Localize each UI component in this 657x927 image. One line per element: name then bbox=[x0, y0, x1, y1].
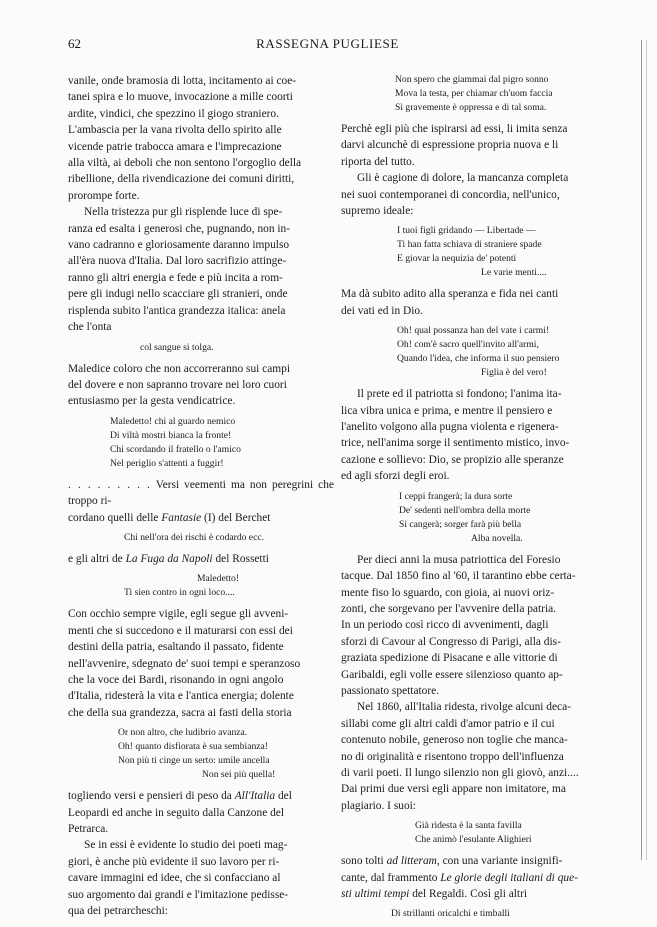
verse-line: Alba novella. bbox=[471, 532, 523, 544]
verse-line: Non spero che giammai dal pigro sonno bbox=[395, 74, 549, 85]
ellipsis-leader: . . . . . . . . . bbox=[68, 478, 151, 491]
line-end: del Regaldi. Così gli altri bbox=[409, 888, 528, 900]
verse-line: I tuoi figli gridando — Libertade — bbox=[397, 225, 536, 237]
line: menti che si succedono e il maturarsi con essi dei bbox=[68, 624, 293, 637]
line: Nel 1860, all'Italia ridesta, rivolge alcuni deca- bbox=[357, 701, 571, 714]
verse-line: Non sei più quella! bbox=[202, 769, 276, 781]
line: sforzi di Cavour al Congresso di Parigi, alla dis- bbox=[341, 635, 561, 648]
paragraph bbox=[68, 837, 334, 919]
line-start: e gli altri de bbox=[68, 552, 126, 565]
verse-line: Sì gravemente è oppressa e di tal soma. bbox=[395, 102, 547, 113]
italic-title: sti ultimi tempi bbox=[341, 888, 410, 900]
line: Il prete ed il patriotta si fondono; l'anima ita- bbox=[357, 388, 562, 401]
line: Gli è cagione di dolore, la mancanza completa bbox=[357, 172, 569, 185]
line: Perchè egli più che ispirarsi ad essi, li imita senza bbox=[341, 123, 568, 135]
paragraph bbox=[341, 286, 607, 319]
line: destini della patria, esaltando il passato, fidente bbox=[68, 641, 284, 654]
line: riporta del tutto. bbox=[341, 155, 415, 168]
paragraph bbox=[341, 552, 607, 700]
verse-line: Si cangerà; sorger farà più bella bbox=[399, 518, 522, 530]
verse-quote bbox=[397, 224, 607, 280]
line: sillabi come gli altri caldi d'amor patrio e il cui bbox=[341, 717, 555, 730]
verse-quote bbox=[415, 819, 607, 847]
line: pere gli indugi nello scacciare gli stranieri, onde bbox=[68, 288, 288, 301]
line: l'anelito volgono alla pugna violenta e rigenera- bbox=[341, 421, 559, 434]
italic-phrase: ad litteram, bbox=[386, 855, 440, 868]
page-number: 62 bbox=[68, 36, 81, 51]
verse-line: Che animò l'esulante Alighieri bbox=[415, 834, 532, 846]
line: lica vibra unica e prima, e mentre il pensiero e bbox=[341, 404, 553, 417]
line: zonti, che sorgevano per l'avvenire della patria. bbox=[341, 602, 557, 615]
verse-line: E giovar la nequizia de' potenti bbox=[397, 253, 517, 265]
paragraph bbox=[68, 477, 334, 526]
verse-line: Non più ti cinge un serto: umile ancella bbox=[118, 755, 270, 767]
line: giori, è anche più evidente il suo lavoro per ri- bbox=[68, 855, 280, 868]
verse-quote bbox=[397, 324, 607, 380]
verse-quote bbox=[68, 572, 334, 600]
line-end: del Rossetti bbox=[212, 552, 269, 565]
paragraph bbox=[341, 121, 607, 170]
paragraph bbox=[68, 788, 334, 837]
line: Maledice coloro che non accorreranno sui campi bbox=[68, 362, 291, 375]
line-end: del bbox=[275, 790, 292, 803]
italic-title: Fantasie bbox=[161, 511, 202, 524]
paragraph bbox=[68, 361, 334, 410]
left-column bbox=[68, 73, 334, 919]
line: che l'onta bbox=[68, 321, 112, 334]
verse-line: Or non altro, che ludibrio avanza. bbox=[118, 727, 248, 739]
verse-line: Oh! com'è sacro quell'invito all'armi, bbox=[397, 339, 539, 351]
paragraph bbox=[341, 853, 607, 902]
page-edge-rule bbox=[641, 40, 642, 860]
line: di varii poeti. Il lungo silenzio non gli giovò, anzi.... bbox=[341, 766, 579, 779]
line: Garibaldi, egli volle essere silenzioso quanto ap- bbox=[341, 668, 563, 681]
journal-title: RASSEGNA PUGLIESE bbox=[256, 36, 399, 51]
line: che la voce dei Bardi, risonando in ogni angolo bbox=[68, 673, 284, 686]
line: risplenda subito l'antica grandezza italica: anela bbox=[68, 304, 286, 317]
verse-line: Quando l'idea, che informa il suo pensiero bbox=[397, 353, 560, 365]
line: del dovere e non sapranno trovare nei loro cuori bbox=[68, 378, 287, 391]
line: no di originalità e risentono troppo dell'influenza bbox=[341, 750, 564, 763]
line: cordano quelli delle bbox=[68, 511, 159, 524]
line: In un periodo così ricco di avvenimenti, dagli bbox=[341, 619, 549, 632]
line: vanile, onde bramosia di lotta, incitamento ai coe- bbox=[68, 75, 297, 87]
paragraph bbox=[68, 606, 334, 721]
verse-line: I ceppi frangerà; la dura sorte bbox=[399, 490, 513, 502]
verse-line: Nel periglio s'attenti a fuggir! bbox=[110, 457, 224, 469]
line: graziata spedizione di Pisacane e alle vittorie di bbox=[341, 652, 558, 665]
line: ranza ed esalta i generosi che, pugnando, non in- bbox=[68, 222, 291, 235]
line: Per dieci anni la musa patriottica del Foresio bbox=[357, 553, 561, 566]
line: vicende patrie trabocca amara e l'imprecazione bbox=[68, 140, 282, 153]
verse-quote bbox=[395, 73, 607, 115]
line: nell'avvenire, sdegnato de' suoi tempi e speranzoso bbox=[68, 657, 301, 670]
verse-line: Chi scordando il fratello o l'amico bbox=[110, 443, 241, 455]
line: trice, nell'anima sorge il sentimento mistico, invo- bbox=[341, 437, 570, 450]
line: tanei spira e lo muove, invocazione a mille coorti bbox=[68, 91, 293, 104]
paragraph bbox=[68, 551, 334, 567]
verse-line: Mova la testa, per chiamar ch'uom faccia bbox=[395, 88, 553, 99]
line: vano cadranno e gloriosamente daranno impulso bbox=[68, 239, 290, 252]
line-end: con una variante insignifi- bbox=[439, 855, 563, 868]
verse-quote bbox=[118, 726, 334, 782]
paragraph bbox=[341, 699, 607, 814]
verse-quote bbox=[399, 490, 607, 546]
line: Nella tristezza pur gli risplende luce di spe- bbox=[84, 206, 283, 219]
verse-line: Maledetto! bbox=[196, 573, 240, 585]
verse-quote bbox=[124, 531, 334, 545]
verse-line: Oh! quanto disfiorata è sua sembianza! bbox=[118, 741, 268, 753]
paragraph bbox=[341, 386, 607, 484]
line-start: cante, dal frammento bbox=[341, 871, 441, 884]
verse-quote bbox=[110, 415, 334, 471]
line: Se in essi è evidente lo studio dei poeti mag- bbox=[84, 839, 288, 852]
page-edge-shadow bbox=[646, 40, 647, 860]
line: prorompe forte. bbox=[68, 189, 140, 202]
italic-title: Le glorie degli italiani di que- bbox=[440, 871, 578, 884]
line: all'èra nuova d'Italia. Dal loro sacrifizio attinge- bbox=[68, 255, 287, 268]
verse-line: Ti han fatta schiava di straniere spade bbox=[397, 239, 542, 251]
line: Leopardi ed anche in seguito dalla Canzone del bbox=[68, 806, 285, 819]
line: entusiasmo per la gesta vendicatrice. bbox=[68, 395, 236, 408]
verse-line: De' sedenti nell'ombra della morte bbox=[399, 504, 531, 516]
verse-line: Di strillanti oricalchi e timballi bbox=[391, 908, 510, 920]
verse-line: Già ridesta è la santa favilla bbox=[415, 820, 522, 832]
line: suo argomento dai grandi e l'imitazione pedisse- bbox=[68, 888, 289, 901]
line: contenuto nobile, generoso non toglie che manca- bbox=[341, 734, 568, 747]
verse-quote bbox=[391, 907, 607, 921]
line: che della sua grandezza, sacra ai fasti della storia bbox=[68, 706, 292, 719]
line: supremo ideale: bbox=[341, 205, 414, 218]
line: darvi alcunchè di espressione propria nuova e li bbox=[341, 139, 559, 152]
verse-line: Le varie menti.... bbox=[481, 267, 547, 279]
line: tacque. Dal 1850 fino al '60, il tarantino ebbe certa- bbox=[341, 570, 576, 583]
line: nei suoi contemporanei di concordia, nell'unico, bbox=[341, 188, 560, 201]
line: d'Italia, ridesterà la vita e l'antica energia; dolente bbox=[68, 690, 294, 703]
line: dei vati ed in Dio. bbox=[341, 304, 423, 317]
verse-line: Ti sien contro in ogni loco.... bbox=[124, 587, 235, 599]
line: Dai primi due versi egli appare non imitatore, ma bbox=[341, 783, 566, 796]
line: cavare immagini ed idee, che si confacciano al bbox=[68, 872, 281, 885]
line-start: sono tolti bbox=[341, 855, 387, 868]
line: ranno gli altri energia e fede e più incita a rom- bbox=[68, 271, 283, 284]
line-start: togliendo versi e pensieri di peso da bbox=[68, 790, 235, 803]
running-header bbox=[68, 36, 587, 58]
italic-title: All'Italia bbox=[234, 790, 276, 803]
line: ribellione, della rivendicazione dei comuni diritti, bbox=[68, 173, 295, 186]
verse-line: Figlia è del vero! bbox=[481, 367, 547, 379]
paragraph bbox=[68, 204, 334, 335]
line: Con occhio sempre vigile, egli segue gli avveni- bbox=[68, 608, 289, 621]
italic-title: La Fuga da Napoli bbox=[125, 552, 213, 565]
line: ed agli sforzi degli eroi. bbox=[341, 470, 450, 483]
line: plagiario. I suoi: bbox=[341, 799, 416, 812]
verse-line: Di viltà mostri bianca la fronte! bbox=[110, 429, 232, 441]
line: ardite, vindici, che spezzino il giogo straniero. bbox=[68, 107, 279, 120]
verse-line: Chi nell'ora dei rischi è codardo ecc. bbox=[124, 531, 264, 543]
verse-line: col sangue si tolga. bbox=[140, 341, 214, 353]
line-end: (I) del Berchet bbox=[201, 511, 271, 524]
line: mente fiso lo sguardo, con gioia, ai nuovi oriz- bbox=[341, 586, 555, 599]
paragraph bbox=[341, 170, 607, 219]
line: Versi veementi ma non peregrini che troppo ri- bbox=[68, 478, 334, 508]
line: passionato spettatore. bbox=[341, 684, 440, 697]
verse-line: Maledetto! chi al guardo nemico bbox=[110, 415, 236, 427]
line: Ma dà subito adito alla speranza e fida nei canti bbox=[341, 288, 559, 301]
line: qua dei petrarcheschi: bbox=[68, 905, 168, 918]
line: Petrarca. bbox=[68, 823, 109, 835]
line: L'ambascia per la vana rivolta dello spirito alle bbox=[68, 124, 282, 137]
right-column bbox=[341, 73, 607, 927]
line: cazione e sollievo: Dio, se propizio alle speranze bbox=[341, 453, 564, 466]
verse-quote bbox=[140, 341, 334, 355]
paragraph bbox=[68, 73, 334, 204]
line: alla viltà, ai deboli che non sentono l'orgoglio della bbox=[68, 157, 302, 170]
verse-line: Oh! qual possanza han del vate i carmi! bbox=[397, 325, 550, 337]
